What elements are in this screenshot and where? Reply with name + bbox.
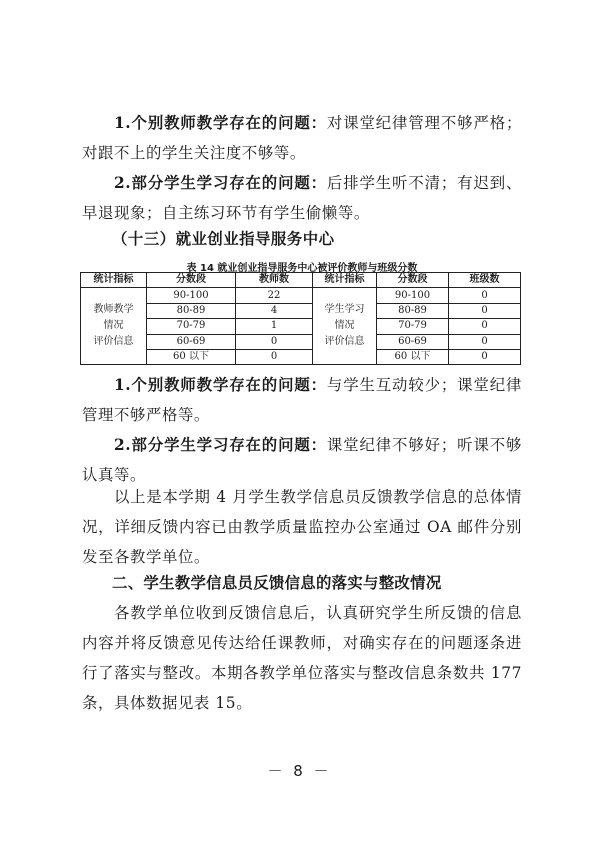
score-table xyxy=(80,272,521,365)
teacher-issues-label: 1.个别教师教学存在的问题： xyxy=(114,376,327,394)
table-row xyxy=(81,319,521,334)
table-cell: 70-79 xyxy=(377,319,449,334)
student-group-label xyxy=(313,288,377,365)
table-header: 统计指标 xyxy=(313,273,377,288)
table-cell: 0 xyxy=(449,319,521,334)
teacher-group-label xyxy=(81,288,147,365)
table-cell: 0 xyxy=(449,303,521,318)
table-row xyxy=(81,303,521,318)
table-header: 分数段 xyxy=(147,273,236,288)
table-row xyxy=(81,349,521,364)
student-issues-paragraph-12 xyxy=(82,168,522,228)
table-cell: 60-69 xyxy=(147,334,236,349)
table-header-row xyxy=(81,273,521,288)
table-cell: 22 xyxy=(236,288,313,303)
table-row xyxy=(81,334,521,349)
group-label-line: 学生学习 xyxy=(324,304,365,316)
table-header: 班级数 xyxy=(449,273,521,288)
table-header: 统计指标 xyxy=(81,273,147,288)
table-cell: 70-79 xyxy=(147,319,236,334)
teacher-issues-paragraph-12 xyxy=(82,108,522,168)
teacher-issues-label: 1.个别教师教学存在的问题： xyxy=(114,114,327,132)
student-issues-label: 2.部分学生学习存在的问题： xyxy=(114,174,327,192)
table-cell: 90-100 xyxy=(377,288,449,303)
table-cell: 0 xyxy=(449,334,521,349)
table-cell: 0 xyxy=(449,288,521,303)
section-heading-13: （十三）就业创业指导服务中心 xyxy=(112,230,335,248)
table-cell: 60 以下 xyxy=(147,349,236,364)
table-cell: 4 xyxy=(236,303,313,318)
group-label-line: 教师教学 xyxy=(93,304,134,316)
table-cell: 80-89 xyxy=(377,303,449,318)
teacher-issues-text: 对课堂纪律管理不够严格；对跟不上的学生关注度不够等。 xyxy=(82,114,522,162)
table-cell: 0 xyxy=(236,349,313,364)
teacher-issues-text: 与学生互动较少；课堂纪律管理不够严格等。 xyxy=(82,376,522,424)
student-issues-text: 后排学生听不清；有迟到、早退现象；自主练习环节有学生偷懒等。 xyxy=(82,174,522,222)
group-label-line: 情况 xyxy=(334,320,355,332)
table-header: 教师数 xyxy=(236,273,313,288)
student-issues-paragraph-13 xyxy=(82,430,522,490)
table-cell: 90-100 xyxy=(147,288,236,303)
page-number: － 8 － xyxy=(267,762,332,780)
part-two-paragraph: 各教学单位收到反馈信息后，认真研究学生所反馈的信息内容并将反馈意见传达给任课教师，对确实存在的问题逐条进行了落实与整改。本期各教学单位落实与整改信息条数共 177 条，具体数据见表 15。 xyxy=(82,604,522,712)
table-header: 分数段 xyxy=(377,273,449,288)
table-cell: 0 xyxy=(236,334,313,349)
group-label-line: 评价信息 xyxy=(324,336,365,348)
table-cell: 0 xyxy=(449,349,521,364)
table-cell: 80-89 xyxy=(147,303,236,318)
table-row xyxy=(81,288,521,303)
part-two-heading: 二、学生教学信息员反馈信息的落实与整改情况 xyxy=(112,574,442,592)
student-issues-label: 2.部分学生学习存在的问题： xyxy=(114,436,327,454)
table-cell: 1 xyxy=(236,319,313,334)
student-issues-text: 课堂纪律不够好；听课不够认真等。 xyxy=(82,436,522,484)
table-cell: 60 以下 xyxy=(377,349,449,364)
teacher-issues-paragraph-13 xyxy=(82,370,522,430)
group-label-line: 评价信息 xyxy=(93,336,134,348)
group-label-line: 情况 xyxy=(103,320,124,332)
summary-paragraph: 以上是本学期 4 月学生教学信息员反馈教学信息的总体情况，详细反馈内容已由教学质量监控办公室通过 OA 邮件分别发至各教学单位。 xyxy=(82,488,522,566)
table-cell: 60-69 xyxy=(377,334,449,349)
table-caption: 表 14 就业创业指导服务中心被评价教师与班级分数 xyxy=(186,263,418,274)
